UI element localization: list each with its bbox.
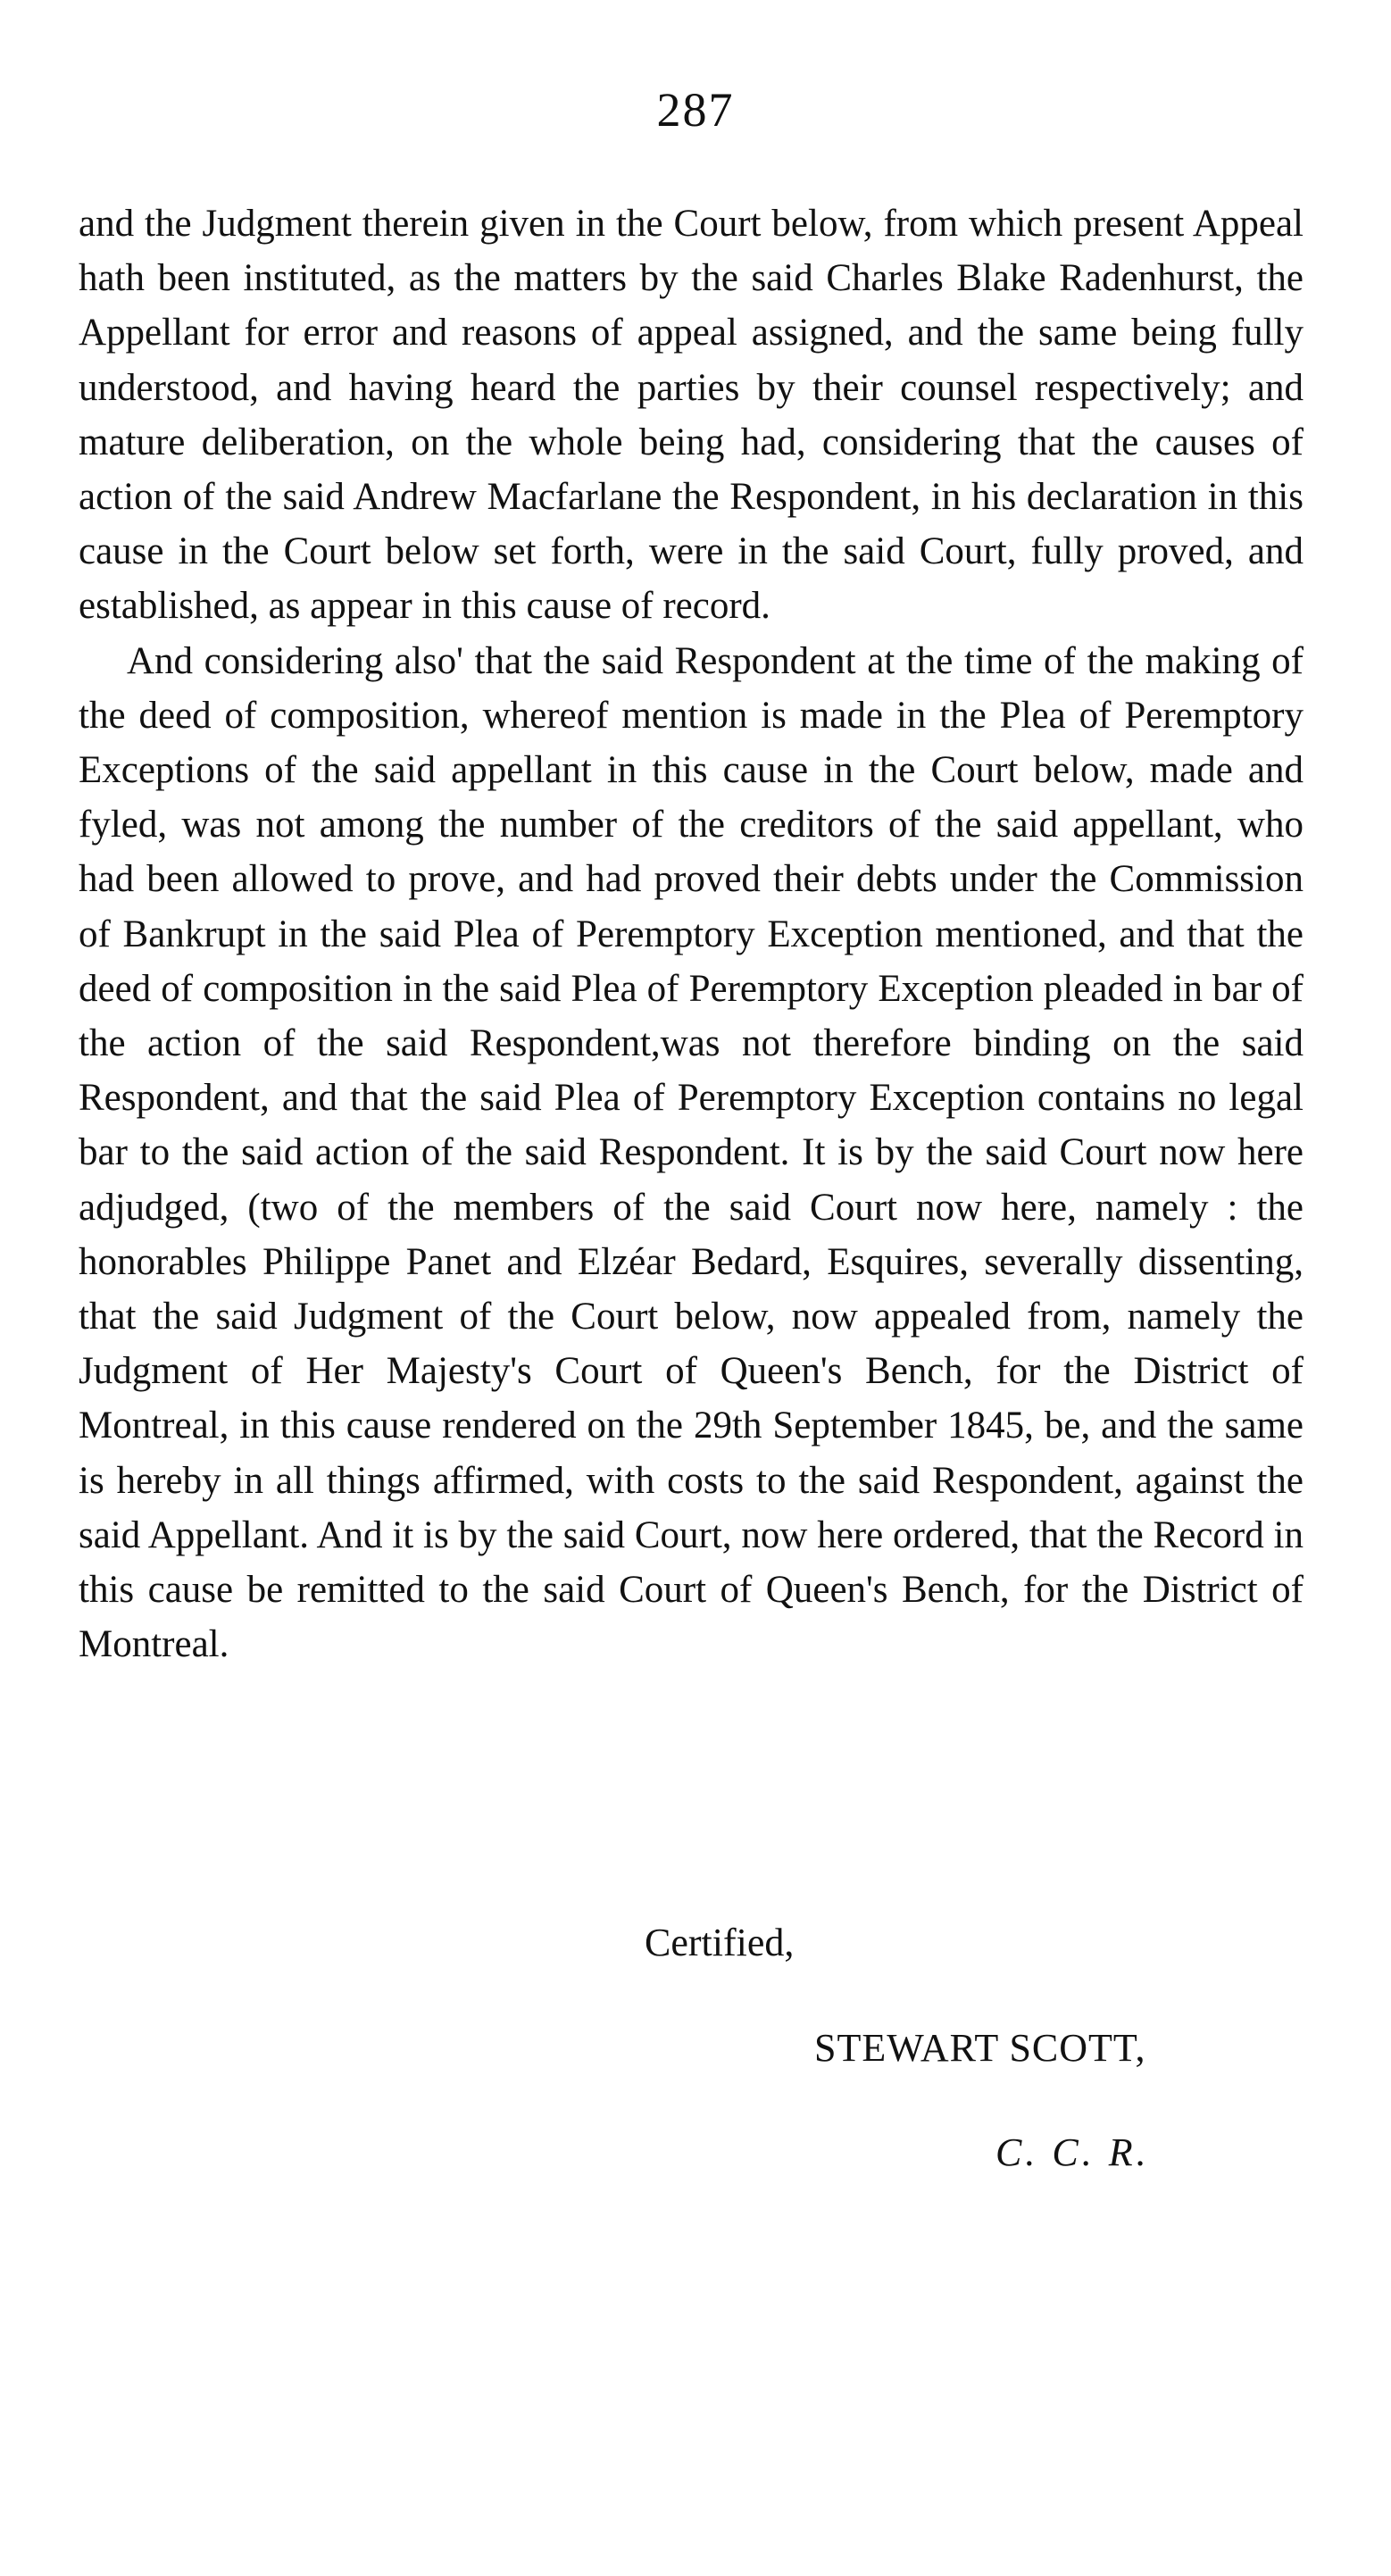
signer-title: C. C. R.	[995, 2130, 1150, 2174]
paragraph-court-ruling: And considering also' that the said Respondent at the time of the making of the deed of composition, whereof mention is made in the Plea of Peremptory Exceptions of the said appellant in this cause in the Court below, made and fyled, was not among the number of the creditors of the said appellant, who had been allowed to prove, and had proved their debts under the Commission of Bankrupt in the said Plea of Peremptory Exception mentioned, and that the deed of composition in the said Plea of Peremptory Exception pleaded in bar of the action of the said Respondent,was not therefore binding on the said Respondent, and that the said Plea of Peremptory Exception contains no legal bar to the said action of the said Respondent. It is by the said Court now here adjudged, (two of the members of the said Court now here, namely : the honorables Philippe Panet and Elzéar Bedard, Esquires, severally dissenting, that the said Judgment of the Court below, now appealed from, namely the Judgment of Her Majesty's Court of Queen's Bench, for the District of Montreal, in this cause rendered on the 29th September 1845, be, and the same is hereby in all things affirmed, with costs to the said Respondent, against the said Appellant. And it is by the said Court, now here ordered, that the Record in this cause be remitted to the said Court of Queen's Bench, for the District of Montreal.	[79, 639, 1304, 1666]
certified-label: Certified,	[645, 1921, 795, 1964]
page-number: 287	[656, 83, 735, 137]
signer-name: STEWART SCOTT,	[814, 2026, 1146, 2070]
paragraph-judgment-recital: and the Judgment therein given in the Court below, from which present Appeal hath been instituted, as the matters by the said Charles Blake Radenhurst, the Appellant for error and reasons of appeal assigned, and the same being fully understood, and having heard the parties by their counsel respectively; and mature deliberation, on the whole being had, considering that the causes of action of the said Andrew Macfarlane the Respondent, in his declaration in this cause in the Court below set forth, were in the said Court, fully proved, and established, as appear in this cause of record.	[79, 203, 1304, 628]
body-text	[79, 196, 1304, 1671]
